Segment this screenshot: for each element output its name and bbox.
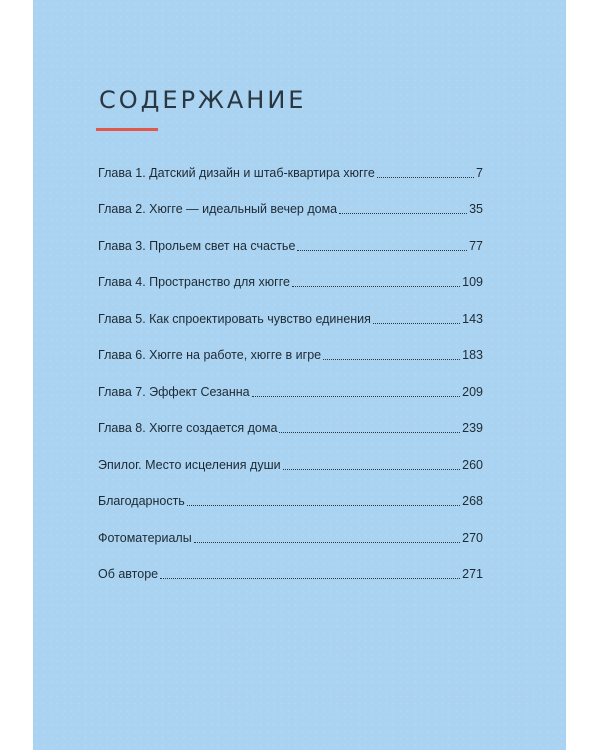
toc-entry[interactable] (98, 550, 483, 587)
dot-leader (283, 469, 461, 470)
toc-entry-title: Глава 6. Хюгге на работе, хюгге в игре (98, 348, 322, 362)
toc-entry-page: 270 (462, 530, 483, 545)
page-title: СОДЕРЖАНИЕ (99, 86, 307, 114)
toc-entry[interactable] (98, 331, 483, 368)
toc-entry[interactable] (98, 294, 483, 331)
toc-entry[interactable] (98, 221, 483, 258)
toc-entry[interactable] (98, 513, 483, 550)
dot-leader (297, 250, 467, 251)
toc-entry-page: 271 (462, 567, 483, 581)
toc-entry-page: 268 (462, 494, 483, 508)
dot-leader (323, 359, 460, 360)
toc-entry-title: Эпилог. Место исцеления души (98, 457, 281, 472)
dot-leader (373, 323, 460, 324)
table-of-contents (98, 148, 483, 586)
toc-entry-title: Глава 3. Прольем свет на счастье (98, 238, 296, 253)
toc-entry-title: Глава 2. Хюгге — идеальный вечер дома (98, 202, 338, 216)
dot-leader (160, 578, 460, 579)
dot-leader (339, 213, 467, 214)
dot-leader (187, 505, 460, 506)
toc-entry-page: 260 (462, 457, 483, 472)
toc-entry-title: Благодарность (98, 494, 185, 508)
dot-leader (377, 177, 474, 178)
dot-leader (279, 432, 460, 433)
toc-entry-title: Глава 5. Как спроектировать чувство единения (98, 311, 371, 326)
toc-entry-title: Глава 1. Датский дизайн и штаб-квартира хюгге (98, 165, 375, 180)
toc-entry[interactable] (98, 477, 483, 514)
toc-entry-page: 209 (462, 384, 483, 399)
dot-leader (292, 286, 460, 287)
toc-entry-page: 35 (469, 202, 483, 216)
toc-entry-page: 109 (462, 275, 483, 289)
dot-leader (252, 396, 461, 397)
toc-entry[interactable] (98, 367, 483, 404)
title-accent-bar (96, 128, 158, 131)
dot-leader (194, 542, 460, 543)
toc-entry-page: 77 (469, 238, 483, 253)
toc-entry[interactable] (98, 148, 483, 185)
toc-entry-page: 143 (462, 311, 483, 326)
toc-entry-title: Фотоматериалы (98, 530, 192, 545)
toc-entry[interactable] (98, 185, 483, 222)
toc-entry-page: 7 (476, 165, 483, 180)
toc-entry[interactable] (98, 258, 483, 295)
toc-entry-title: Глава 7. Эффект Сезанна (98, 384, 250, 399)
toc-entry-title: Глава 8. Хюгге создается дома (98, 421, 278, 435)
toc-entry-page: 183 (462, 348, 483, 362)
toc-entry-title: Глава 4. Пространство для хюгге (98, 275, 290, 289)
toc-entry[interactable] (98, 440, 483, 477)
toc-entry[interactable] (98, 404, 483, 441)
toc-entry-page: 239 (462, 421, 483, 435)
toc-entry-title: Об авторе (98, 567, 159, 581)
book-page (33, 0, 566, 750)
